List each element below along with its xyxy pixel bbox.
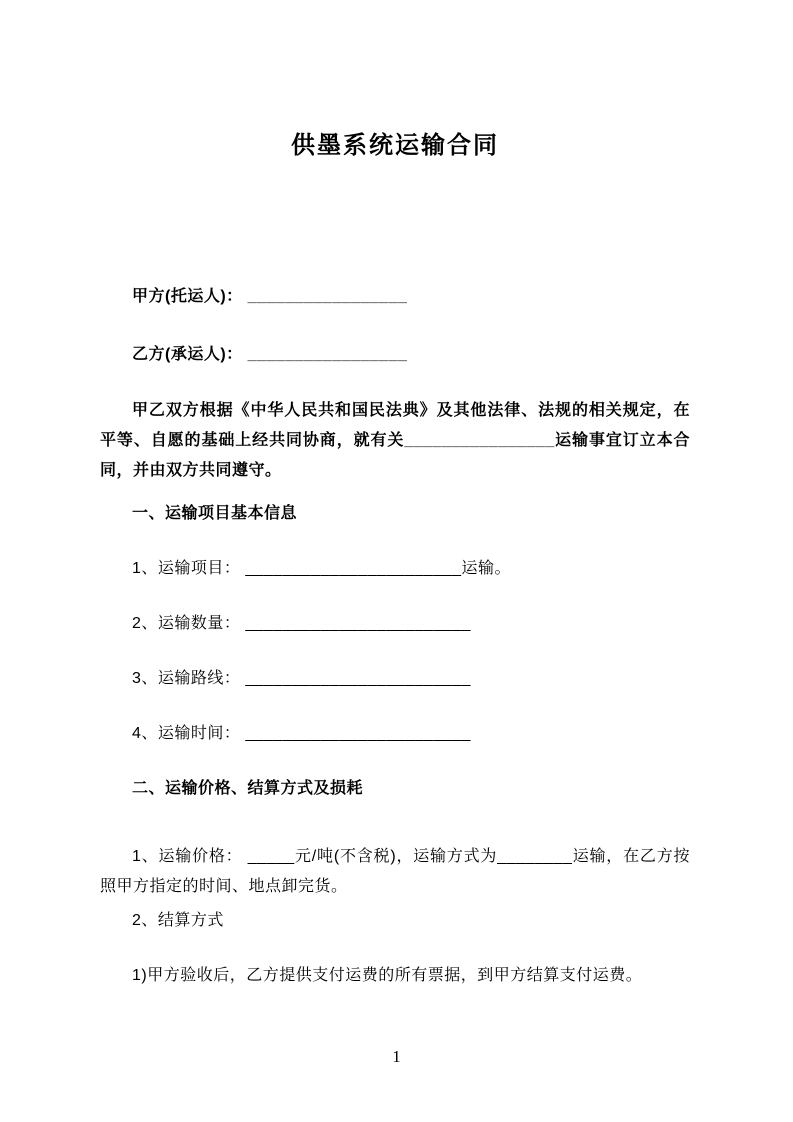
section2-settlement-heading: 2、结算方式 bbox=[132, 912, 224, 929]
section1-item-route: 3、运输路线： ________________________ bbox=[132, 670, 471, 687]
section1-heading: 一、运输项目基本信息 bbox=[132, 505, 298, 522]
section1-item-project: 1、运输项目： _______________________运输。 bbox=[132, 560, 512, 577]
party-b-line: 乙方(承运人)： _________________ bbox=[132, 346, 408, 363]
document-title: 供墨系统运输合同 bbox=[291, 132, 499, 159]
section2-price-clause: 1、运输价格： _____元/吨(不含税)，运输方式为________运输，在乙方按照甲方指定的时间、地点卸完货。 bbox=[100, 848, 690, 895]
section2-settlement-item: 1)甲方验收后，乙方提供支付运费的所有票据，到甲方结算支付运费。 bbox=[132, 967, 643, 984]
page-number: 1 bbox=[392, 1047, 401, 1066]
section1-item-time: 4、运输时间： ________________________ bbox=[132, 725, 471, 742]
section1-item-quantity: 2、运输数量： ________________________ bbox=[132, 615, 471, 632]
section2-heading: 二、运输价格、结算方式及损耗 bbox=[132, 780, 364, 797]
party-a-line: 甲方(托运人)： _________________ bbox=[132, 288, 408, 305]
intro-paragraph: 甲乙双方根据《中华人民共和国民法典》及其他法律、法规的相关规定，在平等、自愿的基础上经共同协商，就有关________________运输事宜订立本合同，并由双方共同遵守。 bbox=[100, 402, 690, 479]
